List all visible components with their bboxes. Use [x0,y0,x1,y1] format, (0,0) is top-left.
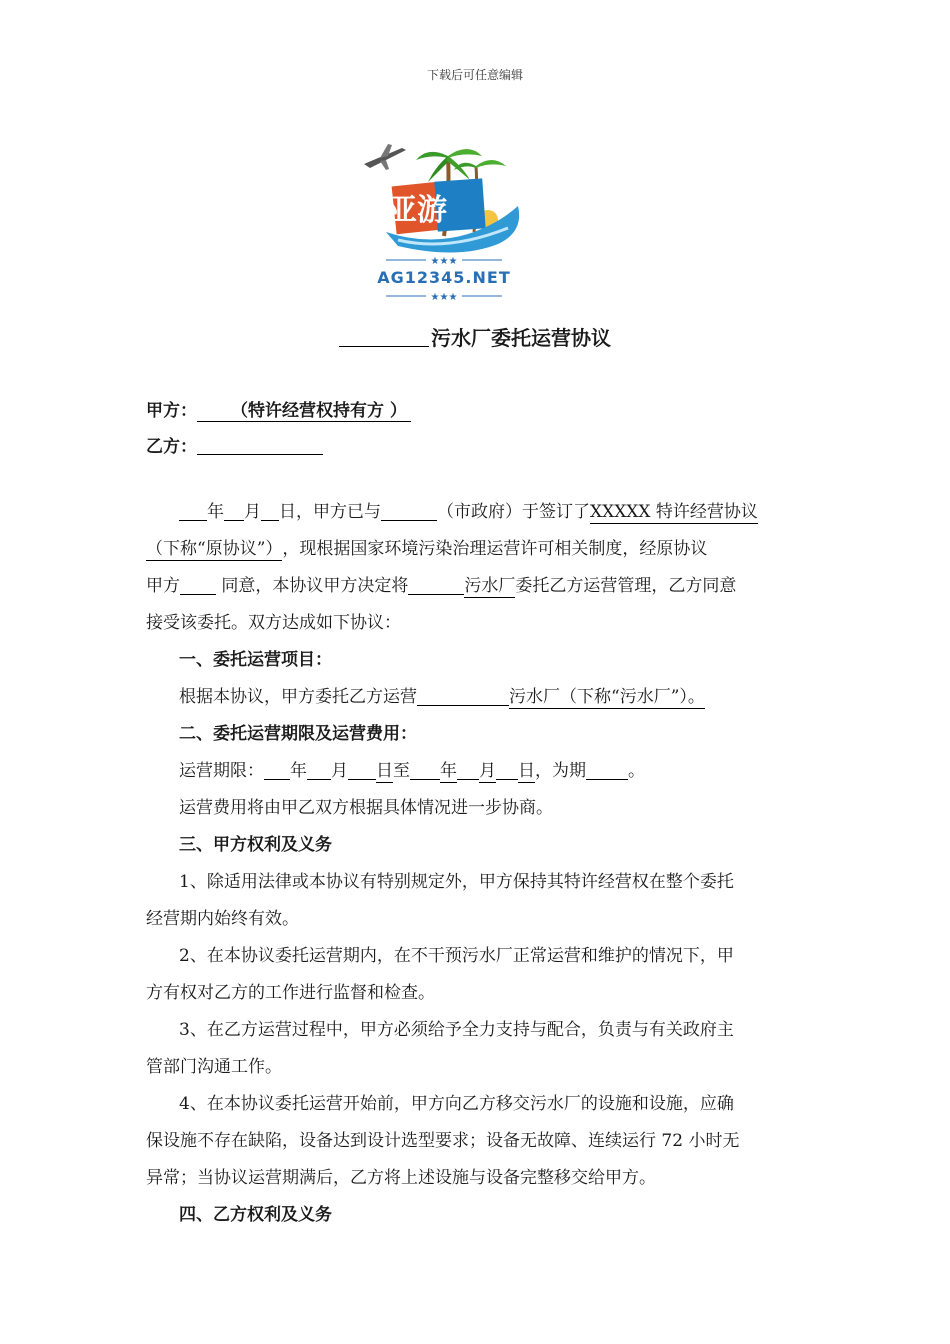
svg-text:★★★: ★★★ [430,292,458,303]
intro-line-3: 甲方 同意，本协议甲方决定将 污水厂委托乙方运营管理，乙方同意 [146,568,808,605]
section-2-fee: 运营费用将由甲乙双方根据具体情况进一步协商。 [179,798,553,818]
section-3-item-3-line-1: 3、在乙方运营过程中，甲方必须给予全力支持与配合，负责与有关政府主 [179,1020,734,1040]
party-a: 甲方： （特许经营权持有方 ） [146,396,411,422]
logo-text: AG12345.NET [377,268,511,287]
intro-line-2: （下称“原协议”），现根据国家环境污染治理运营许可相关制度，经原协议 [146,539,708,559]
section-3-item-2-line-2: 方有权对乙方的工作进行监督和检查。 [146,983,435,1003]
header-note: 下载后可任意编辑 [426,68,523,82]
intro-line-4: 接受该委托。双方达成如下协议： [146,613,401,633]
section-3-item-1-line-2: 经营期内始终有效。 [146,909,299,929]
section-3-item-2-line-1: 2、在本协议委托运营期内，在不干预污水厂正常运营和维护的情况下，甲 [179,946,734,966]
party-a-value: （特许经营权持有方 ） [197,396,411,422]
section-1-heading: 一、委托运营项目： [179,650,332,670]
section-2-period: 运营期限： 年 月 日至 年 月 日，为期 。 [146,753,808,790]
svg-text:★★★: ★★★ [430,256,458,267]
section-3-item-4-line-3: 异常；当协议运营期满后，乙方将上述设施与设备完整移交给甲方。 [146,1168,656,1188]
section-3-item-1-line-1: 1、除适用法律或本协议有特别规定外，甲方保持其特许经营权在整个委托 [179,872,734,892]
document-body [146,494,808,1234]
intro-line-1: 年 月 日，甲方已与 （市政府）于签订了XXXXX 特许经营协议 [146,494,808,531]
section-3-item-3-line-2: 管部门沟通工作。 [146,1057,282,1077]
airplane-icon [364,144,406,170]
section-3-item-4-line-2: 保设施不存在缺陷，设备达到设计选型要求；设备无故障、连续运行 72 小时无 [146,1131,740,1151]
section-1-text: 根据本协议，甲方委托乙方运营 污水厂（下称“污水厂”）。 [146,679,808,716]
party-b: 乙方： [146,432,323,457]
section-4-heading: 四、乙方权利及义务 [179,1205,332,1225]
section-2-heading: 二、委托运营期限及运营费用： [179,724,417,744]
document-title: 污水厂委托运营协议 [0,322,950,351]
section-3-item-4-line-1: 4、在本协议委托运营开始前，甲方向乙方移交污水厂的设施和设施，应确 [179,1094,734,1114]
svg-text:亚游: 亚游 [387,193,447,228]
party-b-blank [197,436,323,455]
section-3-heading: 三、甲方权利及义务 [179,835,332,855]
title-blank [339,328,429,347]
